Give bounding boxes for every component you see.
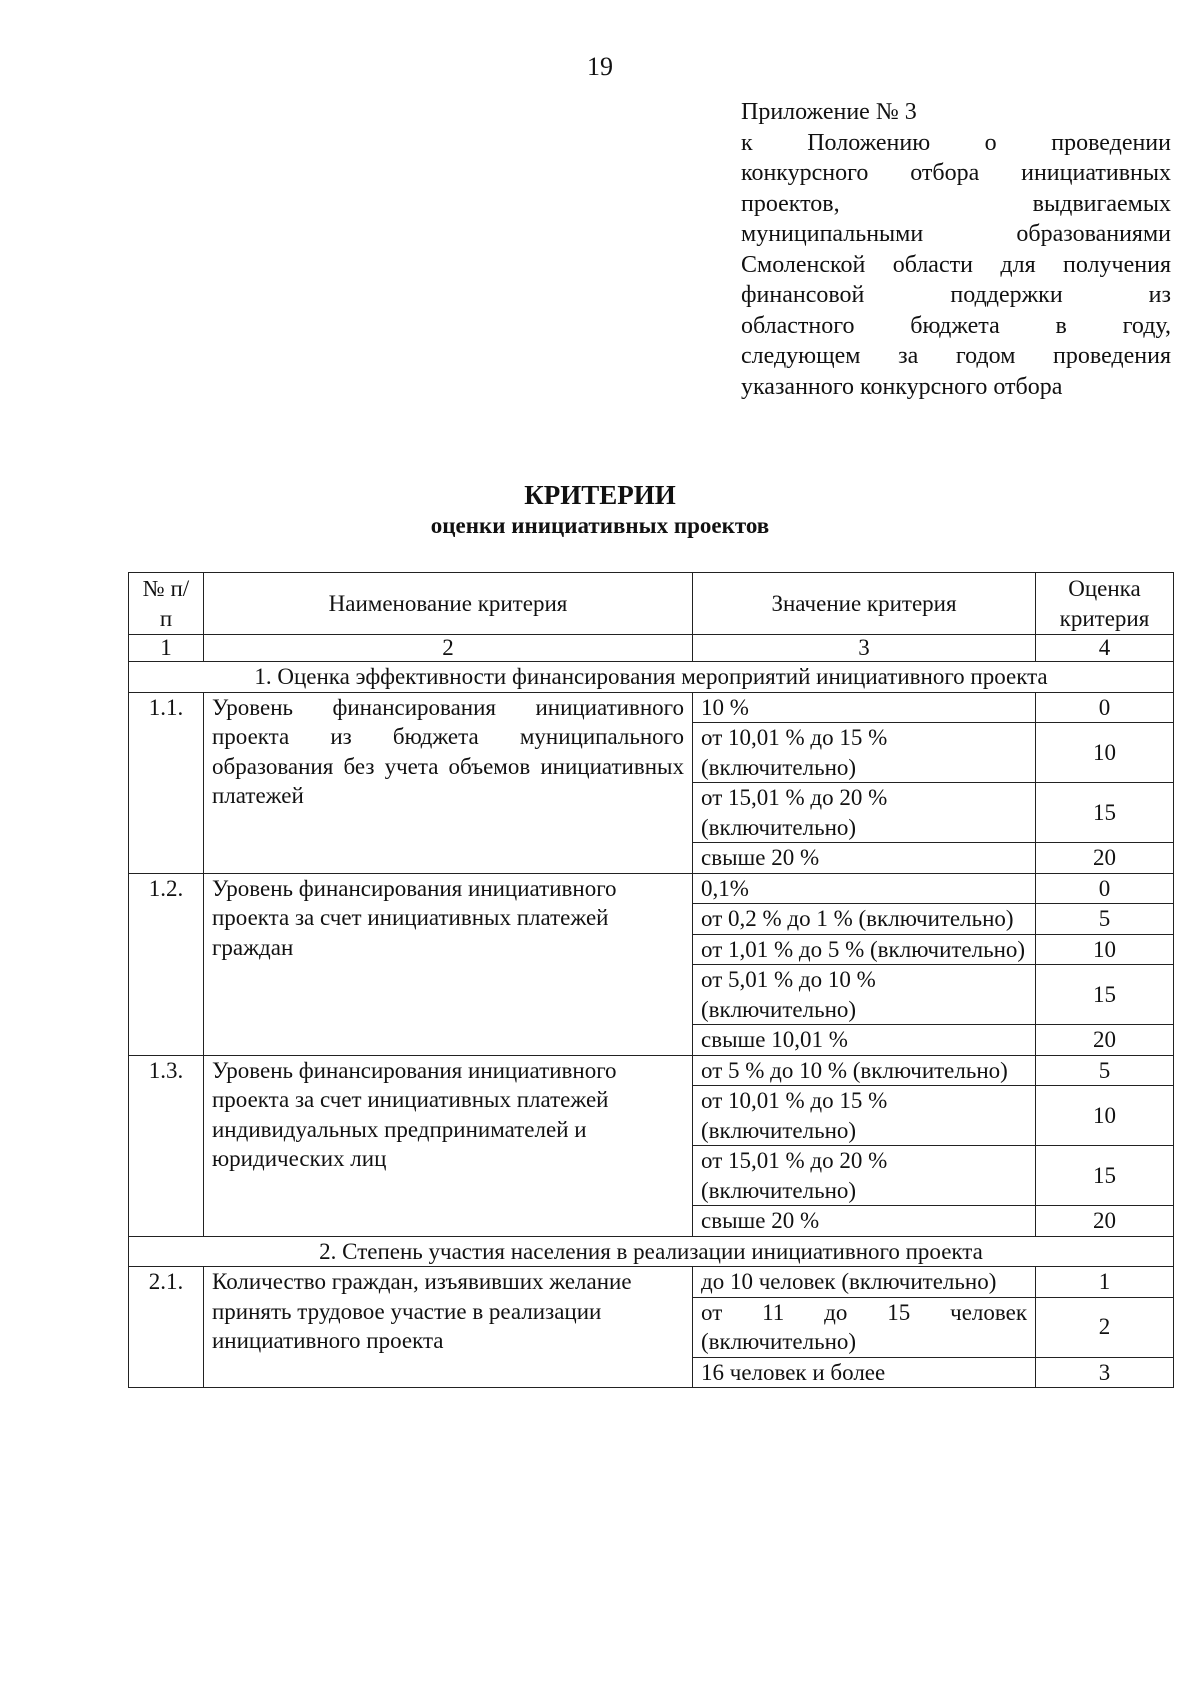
criterion-score: 0 — [1036, 873, 1174, 904]
criterion-value: от 10,01 % до 15 % (включительно) — [693, 723, 1036, 783]
criterion-score: 15 — [1036, 965, 1174, 1025]
column-number: 3 — [693, 635, 1036, 662]
criterion-name: Уровень финансирования инициативного проекта за счет инициативных платежей граждан — [204, 873, 693, 1055]
criterion-value: 16 человек и более — [693, 1357, 1036, 1388]
criterion-name: Уровень финансирования инициативного проекта за счет инициативных платежей индивидуальных предпринимателей и юридических лиц — [204, 1055, 693, 1236]
criterion-name: Уровень финансирования инициативного проекта из бюджета муниципального образования без учета объемов инициативных платежей — [204, 692, 693, 873]
table-row — [129, 1055, 1174, 1086]
criterion-score: 10 — [1036, 1086, 1174, 1146]
criterion-value: от 1,01 % до 5 % (включительно) — [693, 934, 1036, 965]
criterion-score: 1 — [1036, 1267, 1174, 1298]
criterion-value: свыше 20 % — [693, 1206, 1036, 1237]
criterion-value: от 5 % до 10 % (включительно) — [693, 1055, 1036, 1086]
appendix-line: областного бюджета в году, — [741, 312, 1171, 339]
table-row — [129, 692, 1174, 723]
appendix-block — [741, 97, 1171, 402]
appendix-line: проектов, выдвигаемых — [741, 190, 1171, 217]
section-row — [129, 662, 1174, 693]
row-number: 1.1. — [129, 692, 204, 873]
criterion-score: 15 — [1036, 1146, 1174, 1206]
appendix-line: финансовой поддержки из — [741, 282, 1171, 308]
criterion-value: до 10 человек (включительно) — [693, 1267, 1036, 1298]
table-row — [129, 1267, 1174, 1298]
criteria-table — [128, 572, 1174, 1388]
criterion-score: 20 — [1036, 1206, 1174, 1237]
criterion-value: свыше 20 % — [693, 843, 1036, 874]
criterion-score: 5 — [1036, 1055, 1174, 1086]
criterion-score: 5 — [1036, 904, 1174, 935]
criterion-score: 0 — [1036, 692, 1174, 723]
table-row — [129, 873, 1174, 904]
criterion-score: 15 — [1036, 783, 1174, 843]
header-name: Наименование критерия — [204, 573, 693, 635]
appendix-title: Приложение № 3 — [741, 99, 917, 125]
criterion-value: 10 % — [693, 692, 1036, 723]
section-row — [129, 1236, 1174, 1267]
appendix-line: следующем за годом проведения — [741, 343, 1171, 369]
column-number: 4 — [1036, 635, 1174, 662]
header-row — [129, 573, 1174, 635]
criterion-name: Количество граждан, изъявивших желание принять трудовое участие в реализации инициативного проекта — [204, 1267, 693, 1388]
criterion-score: 20 — [1036, 1025, 1174, 1056]
criterion-value: 0,1% — [693, 873, 1036, 904]
criterion-score: 10 — [1036, 934, 1174, 965]
criterion-value: от 11 до 15 человек (включительно) — [693, 1297, 1036, 1357]
section-title: 2. Степень участия населения в реализации инициативного проекта — [129, 1236, 1174, 1267]
criterion-score: 20 — [1036, 843, 1174, 874]
criterion-score: 2 — [1036, 1297, 1174, 1357]
document-subtitle: оценки инициативных проектов — [430, 513, 770, 538]
row-number: 1.2. — [129, 873, 204, 1055]
appendix-line: Смоленской области для получения — [741, 251, 1171, 278]
criterion-value: от 10,01 % до 15 % (включительно) — [693, 1086, 1036, 1146]
criterion-value: свыше 10,01 % — [693, 1025, 1036, 1056]
criterion-score: 3 — [1036, 1357, 1174, 1388]
column-number-row — [129, 635, 1174, 662]
page-number: 19 — [587, 52, 613, 81]
criterion-value: от 15,01 % до 20 % (включительно) — [693, 1146, 1036, 1206]
column-number: 2 — [204, 635, 693, 662]
header-score: Оценка критерия — [1036, 573, 1174, 635]
appendix-line: конкурсного отбора инициативных — [741, 160, 1171, 186]
criterion-value: от 5,01 % до 10 % (включительно) — [693, 965, 1036, 1025]
criterion-score: 10 — [1036, 723, 1174, 783]
criterion-value: от 0,2 % до 1 % (включительно) — [693, 904, 1036, 935]
appendix-line: к Положению о проведении — [741, 129, 1171, 156]
header-num: № п/п — [129, 573, 204, 635]
appendix-line: указанного конкурсного отбора — [741, 373, 1063, 400]
appendix-line: муниципальными образованиями — [741, 221, 1171, 247]
row-number: 1.3. — [129, 1055, 204, 1236]
row-number: 2.1. — [129, 1267, 204, 1388]
column-number: 1 — [129, 635, 204, 662]
criterion-value: от 15,01 % до 20 % (включительно) — [693, 783, 1036, 843]
header-value: Значение критерия — [693, 573, 1036, 635]
document-title: КРИТЕРИИ — [524, 480, 676, 510]
section-title: 1. Оценка эффективности финансирования мероприятий инициативного проекта — [129, 662, 1174, 693]
